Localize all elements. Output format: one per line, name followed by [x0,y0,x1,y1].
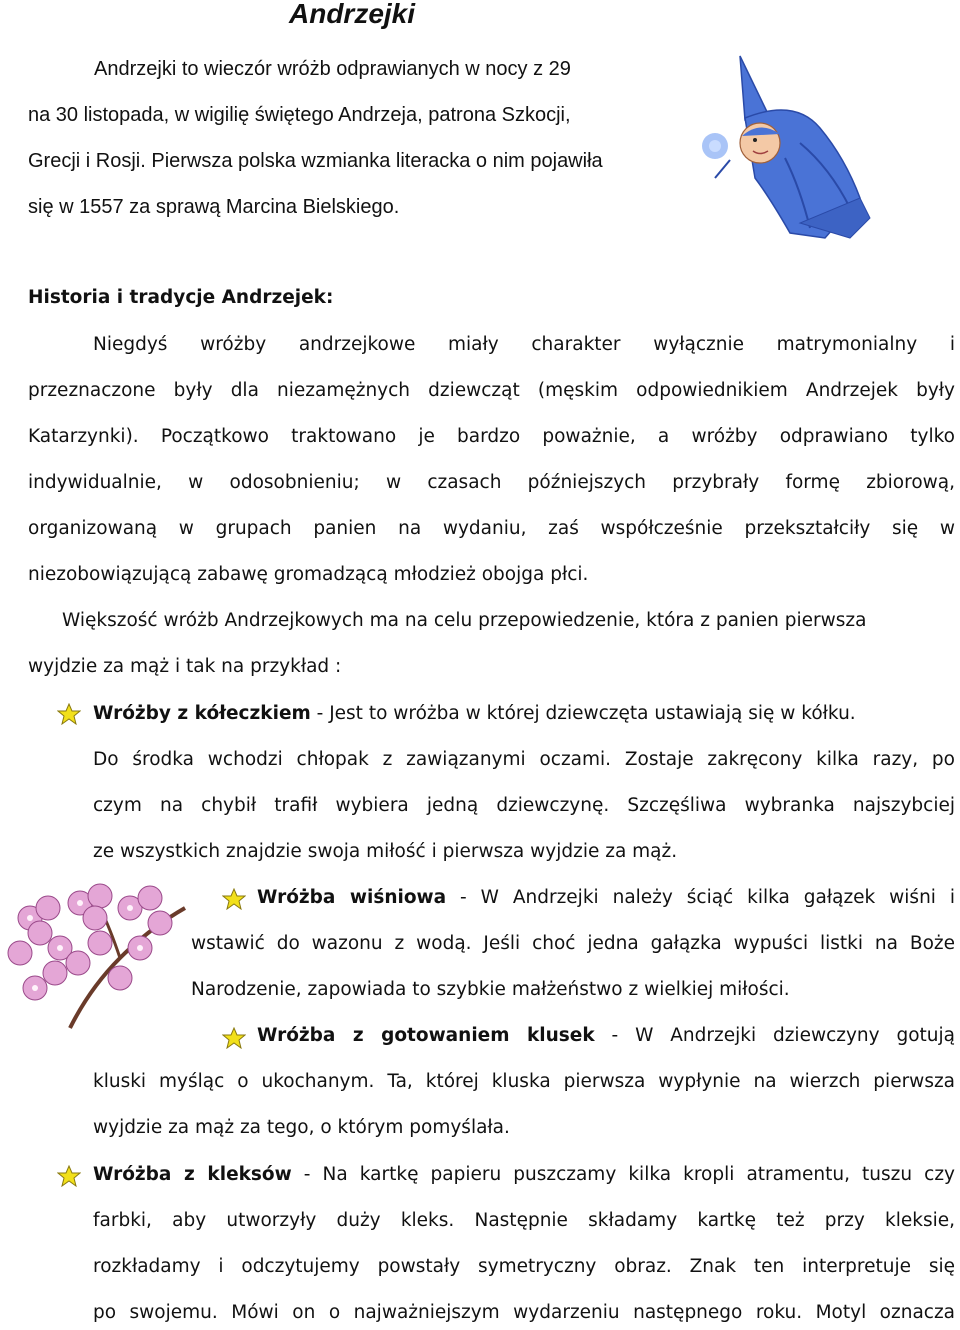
divination-line: po swojemu. Mówi on o najważniejszym wydarzeniu następnego roku. Motyl oznacza [93,1302,955,1323]
history-line: Niegdyś wróżby andrzejkowe miały charakter wyłącznie matrymonialny i [93,334,955,355]
divination-first-line [257,887,955,908]
divination-line: ze wszystkich znajdzie swoja miłość i pierwsza wyjdzie za mąż. [93,841,678,862]
divination-text: - W Andrzejki należy ściąć kilka gałązek wiśni i [446,887,955,908]
divination-line: Do środka wchodzi chłopak z zawiązanymi oczami. Zostaje zakręcony kilka razy, po [93,749,955,770]
divination-name: Wróżba wiśniowa [257,887,447,908]
history-line: indywidualnie, w odosobnieniu; w czasach późniejszych przybrały formę zbiorową, [28,472,955,493]
divination-first-line [93,1164,955,1185]
divination-line: Narodzenie, zapowiada to szybkie małżeństwo z wielkiej miłości. [191,979,790,1000]
history-line: organizowaną w grupach panien na wydaniu, zaś współcześnie przekształciły się w [28,518,955,539]
intro-line: Andrzejki to wieczór wróżb odprawianych w nocy z 29 [94,58,571,80]
divination-text: - Na kartkę papieru puszczamy kilka kropli atramentu, tuszu czy [291,1164,955,1185]
divination-text: - W Andrzejki dziewczyny gotują [594,1025,955,1046]
divination-line: czym na chybił trafił wybiera jedną dziewczynę. Szczęśliwa wybranka najszybciej [93,795,955,816]
divination-text: - Jest to wróżba w której dziewczęta ustawiają się w kółku. [310,703,856,724]
history-line: Katarzynki). Początkowo traktowano je bardzo poważnie, a wróżby odprawiano tylko [28,426,955,447]
divination-first-line [93,703,856,724]
divination-line: farbki, aby utworzyły duży kleks. Następnie składamy kartkę też przy kleksie, [93,1210,955,1231]
wizard-fairy-illustration [700,48,890,248]
divination-line: wstawić do wazonu z wodą. Jeśli choć jedna gałązka wypuści listki na Boże [191,933,955,954]
intro-line: na 30 listopada, w wigilię świętego Andrzeja, patrona Szkocji, [28,104,571,126]
divination-name: Wróżby z kółeczkiem [93,703,311,724]
divination-line: wyjdzie za mąż za tego, o którym pomyślała. [93,1117,510,1138]
divination-line: rozkładamy i odczytujemy powstały symetryczny obraz. Znak ten interpretuje się [93,1256,955,1277]
majority-line: wyjdzie za mąż i tak na przykład : [28,656,342,677]
cherry-blossom-illustration [0,878,190,1030]
star-bullet-icon [222,1027,246,1049]
page-title: Andrzejki [289,0,416,29]
history-line: niezobowiązującą zabawę gromadzącą młodzież obojga płci. [28,564,589,585]
divination-line: kluski myśląc o ukochanym. Ta, której kluska pierwsza wypłynie na wierzch pierwsza [93,1071,955,1092]
divination-name: Wróżba z gotowaniem klusek [257,1025,595,1046]
intro-line: Grecji i Rosji. Pierwsza polska wzmianka literacka o nim pojawiła [28,150,603,172]
intro-line: się w 1557 za sprawą Marcina Bielskiego. [28,196,400,218]
divination-first-line [257,1025,955,1046]
majority-line: Większość wróżb Andrzejkowych ma na celu przepowiedzenie, która z panien pierwsza [62,610,867,631]
history-heading: Historia i tradycje Andrzejek: [28,287,334,308]
star-bullet-icon [222,888,246,910]
star-bullet-icon [57,1165,81,1187]
divination-name: Wróżba z kleksów [93,1164,292,1185]
star-bullet-icon [57,703,81,725]
history-line: przeznaczone były dla niezamężnych dziewcząt (męskim odpowiednikiem Andrzejek były [28,380,955,401]
